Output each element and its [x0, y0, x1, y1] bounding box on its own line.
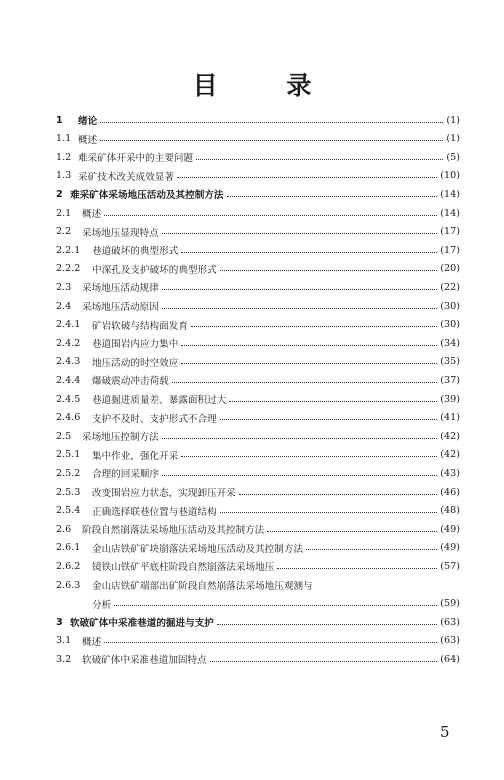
toc-label: 采场地压活动原因	[82, 302, 159, 313]
toc-page: (49)	[440, 523, 460, 535]
toc-label: 集中作业，强化开采	[92, 450, 179, 462]
toc-page: (41)	[440, 412, 460, 424]
page-title: 目 录	[192, 71, 342, 100]
toc-entry	[56, 317, 460, 333]
toc-entry	[56, 447, 460, 463]
leader-dots	[114, 605, 437, 606]
toc-label: 难采矿体开采中的主要问题	[78, 153, 194, 165]
toc-number: 2.5.2	[56, 467, 81, 479]
toc-number: 2.2	[56, 226, 72, 238]
toc-number: 3	[56, 616, 63, 628]
toc-page: (10)	[440, 170, 460, 182]
toc-label: 软破矿体中采准巷道加固特点	[82, 655, 207, 667]
toc-number: 2.6.3	[56, 579, 81, 591]
toc-label: 阶段自然崩落法采场地压活动及其控制方法	[82, 525, 265, 537]
toc-label: 镜铁山铁矿平底柱阶段自然崩落法采场地压	[92, 562, 275, 574]
toc-entry	[56, 577, 460, 593]
toc-number: 2.3	[56, 281, 72, 293]
toc-page: (46)	[440, 486, 460, 498]
toc-label: 巷道围岩内应力集中	[92, 339, 179, 351]
leader-dots	[217, 624, 437, 625]
toc-page: (37)	[440, 374, 460, 386]
leader-dots	[104, 215, 437, 216]
page-number: 5	[440, 723, 450, 741]
toc-entry	[56, 558, 460, 574]
toc-number: 2	[56, 188, 63, 200]
leader-dots	[306, 549, 437, 550]
toc-page: (14)	[440, 188, 460, 200]
toc-number: 2.4.6	[56, 412, 81, 424]
toc-number: 1.1	[56, 133, 72, 145]
toc-number: 1	[56, 114, 63, 126]
toc-entry	[56, 354, 460, 370]
toc-number: 2.1	[56, 207, 72, 219]
leader-dots	[162, 289, 438, 290]
toc-entry	[56, 410, 460, 426]
toc-number: 2.2.2	[56, 263, 81, 275]
toc-number: 2.5.3	[56, 486, 81, 498]
toc-entry	[56, 242, 460, 258]
toc-number: 2.4.1	[56, 319, 81, 331]
toc-entry	[56, 484, 460, 500]
toc-page: (22)	[440, 281, 460, 293]
toc-number: 3.2	[56, 653, 72, 665]
leader-dots	[104, 642, 437, 643]
leader-dots	[100, 122, 443, 123]
toc-entry-continuation	[56, 596, 460, 612]
toc-number: 2.4	[56, 300, 72, 312]
toc-page: (20)	[440, 263, 460, 275]
toc-number: 2.6.2	[56, 560, 81, 572]
toc-page: (30)	[440, 319, 460, 331]
toc-label: 爆破震动冲击荷载	[92, 376, 169, 388]
toc-page: (43)	[440, 467, 460, 479]
toc-label: 矿岩软破与结构面发育	[92, 320, 188, 332]
toc-number: 2.5.1	[56, 449, 81, 461]
leader-dots	[172, 382, 438, 383]
toc-label: 金山店铁矿矿块崩落法采场地压活动及其控制方法	[92, 543, 304, 555]
leader-dots	[162, 308, 438, 309]
leader-dots	[210, 661, 438, 662]
leader-dots	[177, 177, 437, 178]
leader-dots	[220, 419, 438, 420]
toc-label: 合理的回采顺序	[92, 469, 160, 481]
toc-number: 2.4.5	[56, 393, 81, 405]
toc-entry	[56, 428, 460, 444]
toc-number: 2.5	[56, 430, 72, 442]
toc-number: 2.6.1	[56, 542, 81, 554]
toc-label: 支护不及时、支护形式不合理	[92, 413, 217, 425]
toc-entry	[56, 168, 460, 184]
toc-entry	[56, 372, 460, 388]
toc-entry	[56, 298, 460, 314]
toc-label: 概述	[82, 209, 102, 220]
toc-label: 采矿技术改关成效显著	[78, 171, 174, 183]
leader-dots	[239, 494, 437, 495]
toc-page: (1)	[446, 133, 460, 145]
toc-entry	[56, 261, 460, 277]
toc-page: (42)	[440, 449, 460, 461]
toc-page: (39)	[440, 393, 460, 405]
toc-page: (63)	[440, 616, 460, 628]
toc-page: (64)	[440, 653, 460, 665]
leader-dots	[227, 196, 438, 197]
leader-dots	[229, 401, 437, 402]
toc-label: 采场地压显现特点	[82, 227, 159, 239]
leader-dots	[162, 438, 438, 439]
leader-dots	[191, 326, 437, 327]
toc-label: 软破矿体中采准巷道的掘进与支护	[70, 618, 214, 630]
leader-dots	[220, 270, 438, 271]
toc-page: (57)	[440, 560, 460, 572]
toc-page: (34)	[440, 337, 460, 349]
toc-page: (59)	[440, 598, 460, 610]
toc-page: (63)	[440, 635, 460, 647]
toc-label: 地压活动的时空效应	[92, 357, 179, 369]
toc-label: 概述	[82, 636, 102, 648]
leader-dots	[181, 363, 437, 364]
toc-entry	[56, 540, 460, 556]
toc-page: (17)	[440, 244, 460, 256]
toc-page: (48)	[440, 505, 460, 517]
toc-label: 改变围岩应力状态，实现卸压开采	[92, 488, 236, 499]
toc-label: 难采矿体采场地压活动及其控制方法	[70, 190, 224, 202]
leader-dots	[162, 475, 437, 476]
toc-entry	[56, 131, 460, 147]
toc-number: 2.4.4	[56, 374, 81, 386]
toc-number: 2.4.2	[56, 337, 81, 349]
toc-label: 分析	[92, 599, 112, 611]
toc-page: (30)	[440, 300, 460, 312]
toc-entry	[56, 224, 460, 240]
toc-label: 采场地压控制方法	[82, 432, 159, 444]
toc-entry	[56, 335, 460, 351]
toc-entry	[56, 186, 460, 202]
toc-entry	[56, 651, 460, 667]
toc-entry	[56, 614, 460, 630]
leader-dots	[162, 233, 438, 234]
toc-number: 2.6	[56, 523, 72, 535]
toc-page: (14)	[440, 207, 460, 219]
toc-label: 正确选择联巷位置与巷道结构	[92, 506, 217, 518]
toc-label: 采场地压活动规律	[82, 283, 159, 295]
toc-label: 绪论	[78, 116, 98, 127]
toc-page: (17)	[440, 226, 460, 238]
toc-entry	[56, 503, 460, 519]
toc-page: (42)	[440, 430, 460, 442]
toc-entry	[56, 521, 460, 537]
toc-page: (35)	[440, 356, 460, 368]
toc-number: 1.3	[56, 170, 72, 182]
toc-entry	[56, 279, 460, 295]
toc-entry	[56, 112, 460, 128]
leader-dots	[277, 568, 437, 569]
toc-entry	[56, 465, 460, 481]
toc-number: 2.2.1	[56, 244, 81, 256]
toc-label: 中深孔及支护破坏的典型形式	[92, 264, 217, 276]
toc-label: 概述	[78, 134, 98, 146]
leader-dots	[181, 345, 437, 346]
toc-number: 1.2	[56, 151, 72, 163]
leader-dots	[220, 512, 438, 513]
toc-page: (1)	[446, 114, 460, 126]
toc-number: 2.4.3	[56, 356, 81, 368]
toc-page: (5)	[446, 151, 460, 163]
toc-label: 金山店铁矿端部出矿阶段自然崩落法采场地压观测与	[92, 581, 313, 592]
leader-dots	[267, 531, 437, 532]
toc-entry	[56, 205, 460, 221]
toc-number: 2.5.4	[56, 505, 81, 517]
toc-page: (49)	[440, 542, 460, 554]
leader-dots	[181, 252, 437, 253]
leader-dots	[196, 159, 443, 160]
leader-dots	[100, 140, 443, 141]
toc-entry	[56, 149, 460, 165]
toc-entry	[56, 391, 460, 407]
toc-label: 巷道掘进质量差、暴露面积过大	[92, 395, 227, 406]
toc-entry	[56, 633, 460, 649]
leader-dots	[181, 456, 437, 457]
toc-label: 巷道破坏的典型形式	[92, 246, 179, 258]
toc-number: 3.1	[56, 635, 72, 647]
